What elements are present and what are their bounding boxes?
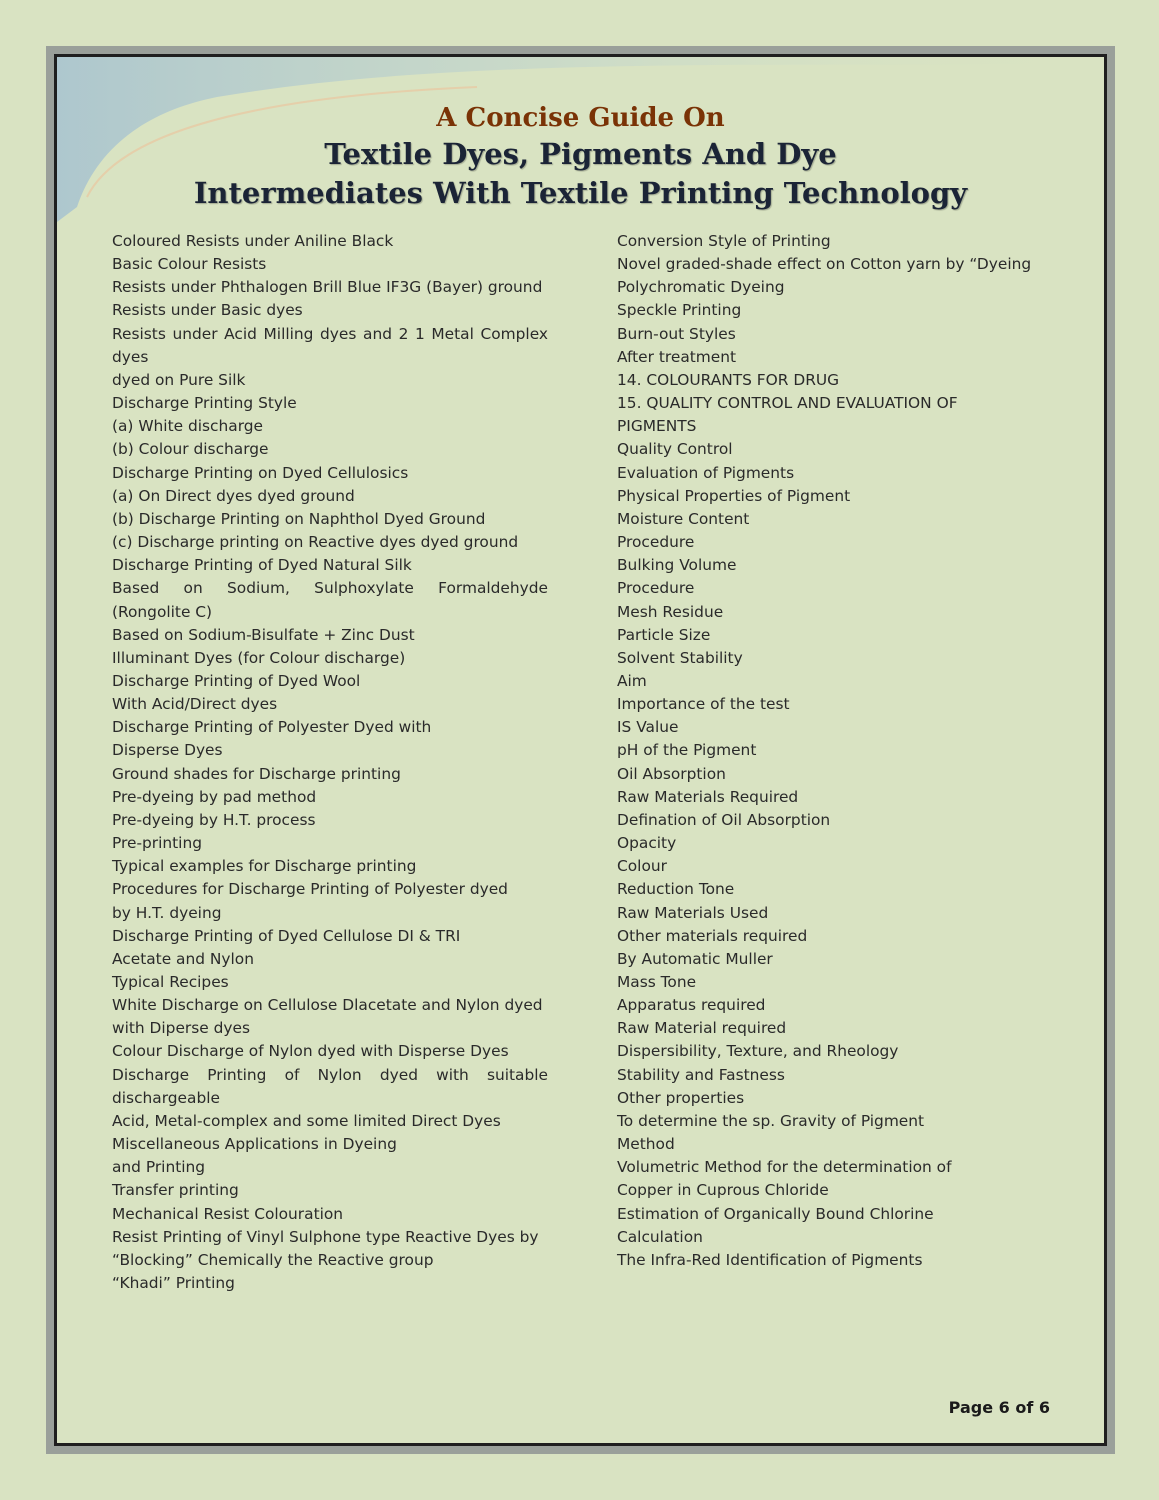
contents-left-column <box>112 230 548 1295</box>
list-item: Resist Printing of Vinyl Sulphone type Reactive Dyes by <box>112 1227 539 1246</box>
list-item: Colour Discharge of Nylon dyed with Disperse Dyes <box>112 1042 509 1061</box>
list-item: Discharge Printing of Dyed Wool <box>112 671 361 690</box>
list-item: Discharge Printing Style <box>112 394 297 413</box>
page-content-frame <box>54 54 1107 1446</box>
list-item: “Khadi” Printing <box>112 1274 235 1293</box>
list-item: Solvent Stability <box>617 648 743 667</box>
list-item: Based on Sodium, Sulphoxylate Formaldehyde <box>112 579 548 598</box>
list-item: Calculation <box>617 1227 703 1246</box>
list-item: Coloured Resists under Aniline Black <box>112 232 394 250</box>
list-item: Apparatus required <box>617 996 766 1015</box>
list-item: The Infra-Red Identification of Pigments <box>617 1250 923 1269</box>
list-item: Pre-printing <box>112 834 202 853</box>
list-item: Discharge Printing on Dyed Cellulosics <box>112 463 409 482</box>
list-item: Bulking Volume <box>617 556 737 575</box>
list-item: Dispersibility, Texture, and Rheology <box>617 1042 899 1061</box>
list-item: Raw Materials Used <box>617 903 769 922</box>
list-item: After treatment <box>617 347 737 366</box>
list-item: PIGMENTS <box>617 417 697 436</box>
list-item: Typical examples for Discharge printing <box>112 857 417 876</box>
list-item: Raw Material required <box>617 1019 787 1038</box>
list-item: Resists under Basic dyes <box>112 301 303 320</box>
list-item: Particle Size <box>617 625 711 644</box>
list-item: (a) White discharge <box>112 417 263 436</box>
list-item: Procedure <box>617 579 695 598</box>
list-item: Acetate and Nylon <box>112 949 254 968</box>
list-item: Pre-dyeing by pad method <box>112 787 317 806</box>
list-item: With Acid/Direct dyes <box>112 695 278 714</box>
title-block <box>57 101 1104 213</box>
list-item: (b) Colour discharge <box>112 440 269 459</box>
list-item: To determine the sp. Gravity of Pigment <box>617 1111 925 1130</box>
list-item: Colour <box>617 857 667 876</box>
list-item: dischargeable <box>112 1088 220 1107</box>
list-item: Transfer printing <box>112 1181 239 1200</box>
list-item: Stability and Fastness <box>617 1065 785 1084</box>
page-number: Page 6 of 6 <box>948 1398 1050 1417</box>
list-item: Based on Sodium-Bisulfate + Zinc Dust <box>112 625 415 644</box>
list-item: Pre-dyeing by H.T. process <box>112 810 316 829</box>
list-item: Ground shades for Discharge printing <box>112 764 401 783</box>
list-item: (b) Discharge Printing on Naphthol Dyed Ground <box>112 509 486 528</box>
list-item: Importance of the test <box>617 695 790 714</box>
list-item: Opacity <box>617 834 677 853</box>
list-item: Estimation of Organically Bound Chlorine <box>617 1204 934 1223</box>
list-item: “Blocking” Chemically the Reactive group <box>112 1250 434 1269</box>
list-item: with Diperse dyes <box>112 1019 250 1038</box>
list-item: (c) Discharge printing on Reactive dyes dyed ground <box>112 533 519 552</box>
list-item: Procedure <box>617 533 695 552</box>
list-item: Defination of Oil Absorption <box>617 810 831 829</box>
list-item: By Automatic Muller <box>617 949 773 968</box>
list-item: Discharge Printing of Nylon dyed with suitable <box>112 1065 548 1084</box>
list-item: Resists under Acid Milling dyes and 2 1 Metal Complex <box>112 324 548 343</box>
list-item: Polychromatic Dyeing <box>617 278 785 297</box>
list-item: Physical Properties of Pigment <box>617 486 851 505</box>
list-item: by H.T. dyeing <box>112 903 222 922</box>
list-item: pH of the Pigment <box>617 741 757 760</box>
title-subheading: A Concise Guide On <box>436 103 725 133</box>
list-item: White Discharge on Cellulose Dlacetate and Nylon dyed <box>112 996 543 1015</box>
list-item: Volumetric Method for the determination of <box>617 1158 952 1177</box>
list-item: Discharge Printing of Polyester Dyed with <box>112 718 432 737</box>
list-item: Other materials required <box>617 926 808 945</box>
list-item: Discharge Printing of Dyed Natural Silk <box>112 556 412 575</box>
list-item: Disperse Dyes <box>112 741 223 760</box>
list-item: (a) On Direct dyes dyed ground <box>112 486 355 505</box>
list-item: IS Value <box>617 718 679 737</box>
list-item: (Rongolite C) <box>112 602 213 621</box>
list-item: dyed on Pure Silk <box>112 370 246 389</box>
list-item: dyes <box>112 347 149 366</box>
list-item: Oil Absorption <box>617 764 726 783</box>
title-main-line1: Textile Dyes, Pigments And Dye <box>324 137 837 171</box>
list-item: Procedures for Discharge Printing of Polyester dyed <box>112 880 508 899</box>
list-item: and Printing <box>112 1158 206 1177</box>
list-item: 14. COLOURANTS FOR DRUG <box>617 370 840 389</box>
list-item: Miscellaneous Applications in Dyeing <box>112 1135 397 1154</box>
list-item: Mechanical Resist Colouration <box>112 1204 344 1223</box>
list-item: Burn-out Styles <box>617 324 736 343</box>
list-item: Resists under Phthalogen Brill Blue IF3G (Bayer) ground <box>112 278 543 297</box>
list-item: Aim <box>617 671 647 690</box>
list-item: Moisture Content <box>617 509 750 528</box>
list-item: Other properties <box>617 1088 745 1107</box>
list-item: Basic Colour Resists <box>112 255 267 274</box>
list-item: Novel graded-shade effect on Cotton yarn by “Dyeing <box>617 255 1032 274</box>
title-main-line2: Intermediates With Textile Printing Technology <box>193 176 968 210</box>
list-item: Typical Recipes <box>112 973 229 991</box>
list-item: 15. QUALITY CONTROL AND EVALUATION OF <box>617 394 958 413</box>
list-item: Speckle Printing <box>617 301 742 320</box>
list-item: Mesh Residue <box>617 602 724 621</box>
list-item: Conversion Style of Printing <box>617 232 831 250</box>
list-item: Acid, Metal-complex and some limited Direct Dyes <box>112 1111 501 1130</box>
list-item: Copper in Cuprous Chloride <box>617 1181 829 1200</box>
list-item: Evaluation of Pigments <box>617 463 795 482</box>
list-item: Method <box>617 1135 675 1154</box>
list-item: Raw Materials Required <box>617 787 799 806</box>
list-item: Discharge Printing of Dyed Cellulose DI & TRI <box>112 926 461 945</box>
contents-right-column <box>617 230 1077 1272</box>
list-item: Reduction Tone <box>617 880 735 899</box>
list-item: Illuminant Dyes (for Colour discharge) <box>112 648 406 667</box>
list-item: Mass Tone <box>617 973 697 991</box>
list-item: Quality Control <box>617 440 733 459</box>
